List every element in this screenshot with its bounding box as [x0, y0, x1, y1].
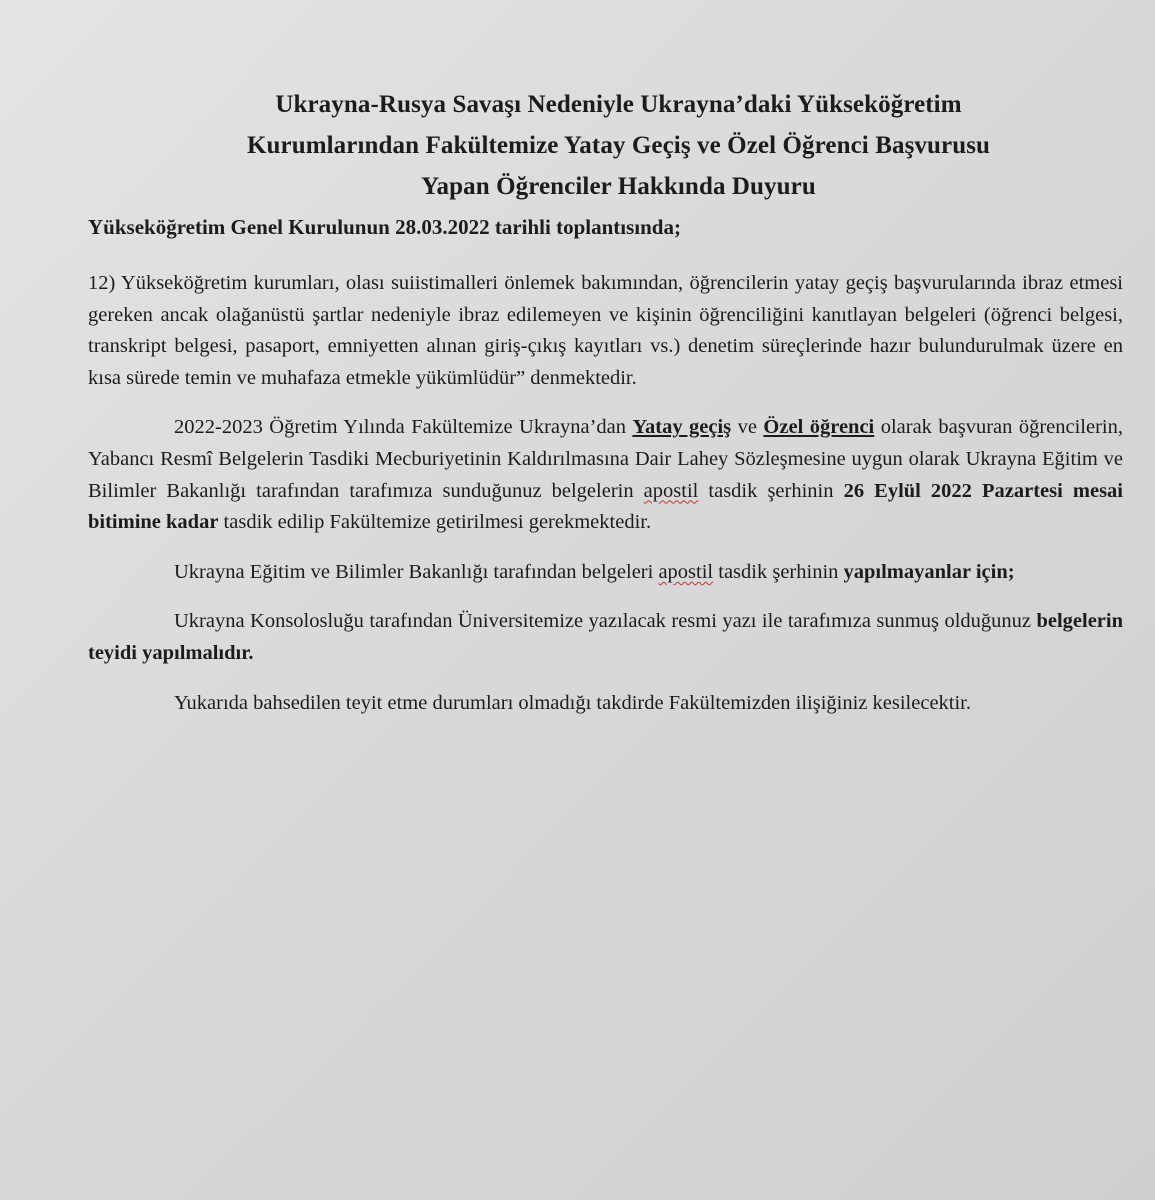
title-line-1: Ukrayna-Rusya Savaşı Nedeniyle Ukrayna’daki Yükseköğretim: [275, 91, 962, 118]
apostil-word: apostil: [643, 479, 699, 502]
deadline-text-5: tasdik edilip Fakültemize getirilmesi gerekmektedir.: [218, 511, 652, 534]
paragraph-no-apostille: [88, 557, 1123, 589]
consulate-text-1: Ukrayna Konsolosluğu tarafından Üniversitemize yazılacak resmi yazı ile tarafımıza sunmuş olduğunuz: [174, 610, 1037, 633]
ozel-ogrenci-term: Özel öğrenci: [763, 416, 875, 439]
deadline-text-3: olarak başvuran öğrencilerin, Yabancı Resmî Belgelerin Tasdiki Mecburiyetinin Kaldırılmasına Dair Lahey Sözleşmesine uygun olarak Ukrayna Eğitim ve Bilimler Bakanlığı tarafından tarafımıza sunduğunuz belgelerin: [88, 416, 1123, 502]
no-apostille-text-1: Ukrayna Eğitim ve Bilimler Bakanlığı tarafından belgeleri: [174, 560, 659, 583]
title-line-3: Yapan Öğrenciler Hakkında Duyuru: [421, 173, 816, 200]
title-line-2: Kurumlarından Fakültemize Yatay Geçiş ve Özel Öğrenci Başvurusu: [246, 132, 991, 159]
paragraph-warning: Yukarıda bahsedilen teyit etme durumları olmadığı takdirde Fakültemizden ilişiğiniz kesilecektir.: [174, 691, 972, 714]
no-apostille-text-2: tasdik şerhinin: [713, 560, 844, 583]
announcement-title: [88, 84, 1123, 207]
paragraph-consulate: [88, 606, 1123, 669]
yatay-gecis-term: Yatay geçiş: [632, 416, 732, 439]
deadline-text-2: ve: [731, 416, 764, 439]
no-apostille-bold: yapılmayanlar için;: [843, 560, 1015, 583]
paragraph-article-12: 12) Yükseköğretim kurumları, olası suiistimalleri önlemek bakımından, öğrencilerin yatay geçiş başvurularında ibraz etmesi gereken ancak olağanüstü şartlar nedeniyle ibraz edilemeyen ve kişinin öğrenciliğini kanıtlayan belgeleri (öğrenci belgesi, transkript belgesi, pasaport, emniyetten alınan giriş-çıkış kayıtları vs.) denetim süreçlerinde hazır bulundurulmak üzere en kısa sürede temin ve muhafaza etmekle yükümlüdür” denmektedir.: [88, 272, 1123, 389]
paragraph-deadline: [88, 412, 1123, 538]
consulate-bold: belgelerin teyidi yapılmalıdır.: [88, 610, 1123, 664]
deadline-text-4: tasdik şerhinin: [698, 479, 844, 502]
intro-heading: Yükseköğretim Genel Kurulunun 28.03.2022 tarihli toplantısında;: [88, 215, 681, 239]
deadline-text-1: 2022-2023 Öğretim Yılında Fakültemize Ukrayna’dan: [174, 416, 633, 439]
deadline-date: 26 Eylül 2022 Pazartesi mesai bitimine kadar: [88, 479, 1123, 534]
apostil-word-2: apostil: [658, 560, 714, 583]
